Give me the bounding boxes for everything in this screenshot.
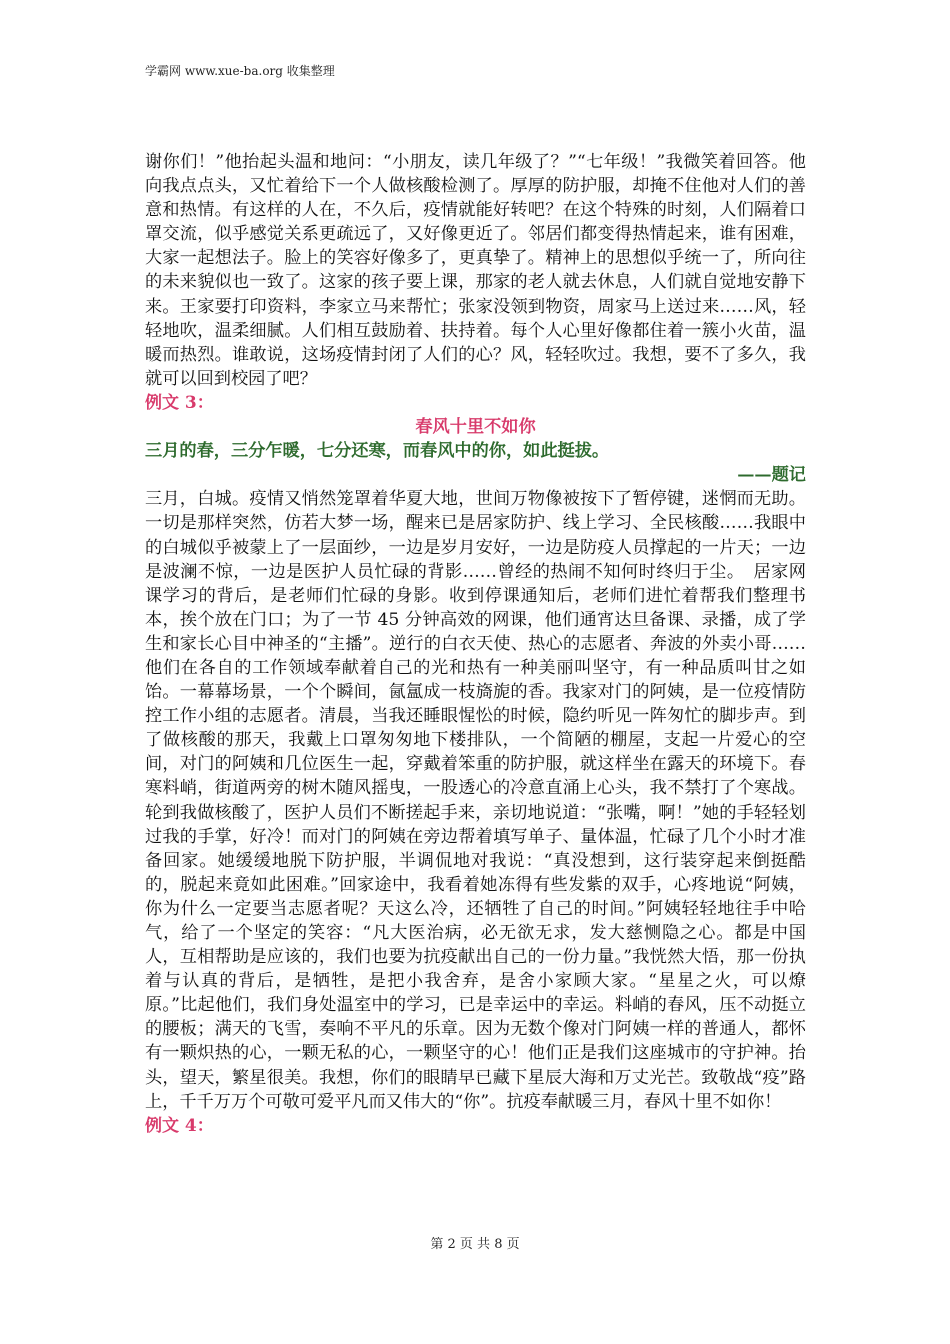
continued-paragraph: 谢你们！”他抬起头温和地问：“小朋友，读几年级了？”“七年级！”我微笑着回答。他向我点点头，又忙着给下一个人做核酸检测了。厚厚的防护服，却掩不住他对人们的善意和热情。有这样的人在，不久后，疫情就能好转吧？在这个特殊的时刻，人们隔着口罩交流，似乎感觉关系更疏远了，又好像更近了。邻居们都变得热情起来，谁有困难，大家一起想法子。脸上的笑容好像多了，更真挚了。精神上的思想似乎统一了，所向往的未来貌似也一致了。这家的孩子要上课，那家的老人就去休息，人们就自觉地安静下来。王家要打印资料，李家立马来帮忙；张家没领到物资，周家马上送过来……风，轻轻地吹，温柔细腻。人们相互鼓励着、扶持着。每个人心里好像都住着一簇小火苗，温暖而热烈。谁敢说，这场疫情封闭了人们的心？风，轻轻吹过。我想，要不了多久，我就可以回到校园了吧？ [145, 152, 806, 389]
example-3-label: 例文 3： [145, 392, 214, 413]
example-3-signature: ——题记 [737, 465, 806, 486]
example-4-label: 例文 4： [145, 1115, 214, 1136]
example-3-title: 春风十里不如你 [415, 417, 536, 438]
example-3-epigraph: 三月的春，三分乍暖，七分还寒，而春风中的你，如此挺拔。 [145, 441, 610, 462]
article-content [145, 150, 806, 1138]
page-header-source: 学霸网 www.xue-ba.org 收集整理 [145, 64, 335, 78]
page-footer-number: 第 2 页 共 8 页 [430, 1237, 520, 1252]
example-3-body: 三月，白城。疫情又悄然笼罩着华夏大地，世间万物像被按下了暂停键，迷惘而无助。一切是那样突然，仿若大梦一场，醒来已是居家防护、线上学习、全民核酸……我眼中的白城似乎被蒙上了一层面纱，一边是岁月安好，一边是防疫人员撑起的一片天；一边是波澜不惊，一边是医护人员忙碌的背影……曾经的热闹不知何时终归于尘。 居家网课学习的背后，是老师们忙碌的身影。收到停课通知后，老师们进忙着帮我们整理书本，挨个放在门口；为了一节 45 分钟高效的网课，他们通宵达旦备课、录播，成了学生和家长心目中神圣的“主播”。逆行的白衣天使、热心的志愿者、奔波的外卖小哥……他们在各自的工作领域奉献着自己的光和热有一种美丽叫坚守，有一种品质叫甘之如饴。一幕幕场景，一个个瞬间，氤氲成一枝旖旎的香。我家对门的阿姨，是一位疫情防控工作小组的志愿者。清晨，当我还睡眼惺忪的时候，隐约听见一阵匆忙的脚步声。到了做核酸的那天，我戴上口罩匆匆地下楼排队，一个简陋的棚屋，支起一片爱心的空间，对门的阿姨和几位医生一起，穿戴着笨重的防护服，就这样坐在露天的环境下。春寒料峭，街道两旁的树木随风摇曳，一股透心的冷意直涌上心头，我不禁打了个寒战。轮到我做核酸了，医护人员们不断搓起手来，亲切地说道：“张嘴，啊！”她的手轻轻划过我的手掌，好冷！而对门的阿姨在旁边帮着填写单子、量体温，忙碌了几个小时才准备回家。她缓缓地脱下防护服，半调侃地对我说：“真没想到，这行装穿起来倒挺酷的，脱起来竟如此困难。”回家途中，我看着她冻得有些发紫的双手，心疼地说“阿姨，你为什么一定要当志愿者呢？天这么冷，还牺牲了自己的时间。”阿姨轻轻地往手中哈气，给了一个坚定的笑容：“凡大医治病，必无欲无求，发大慈恻隐之心。都是中国人，互相帮助是应该的，我们也要为抗疫献出自己的一份力量。”我恍然大悟，那一份执着与认真的背后，是牺牲，是把小我舍弃，是舍小家顾大家。“星星之火，可以燎原。”比起他们，我们身处温室中的学习，已是幸运中的幸运。料峭的春风，压不动挺立的腰板；满天的飞雪，奏响不平凡的乐章。因为无数个像对门阿姨一样的普通人，都怀有一颗炽热的心，一颗无私的心，一颗坚守的心！他们正是我们这座城市的守护神。抬头，望天，繁星很美。我想，你们的眼睛早已藏下星辰大海和万丈光芒。致敬战“疫”路上，千千万万个可敬可爱平凡而又伟大的“你”。抗疫奉献暖三月，春风十里不如你！ [145, 489, 806, 1112]
